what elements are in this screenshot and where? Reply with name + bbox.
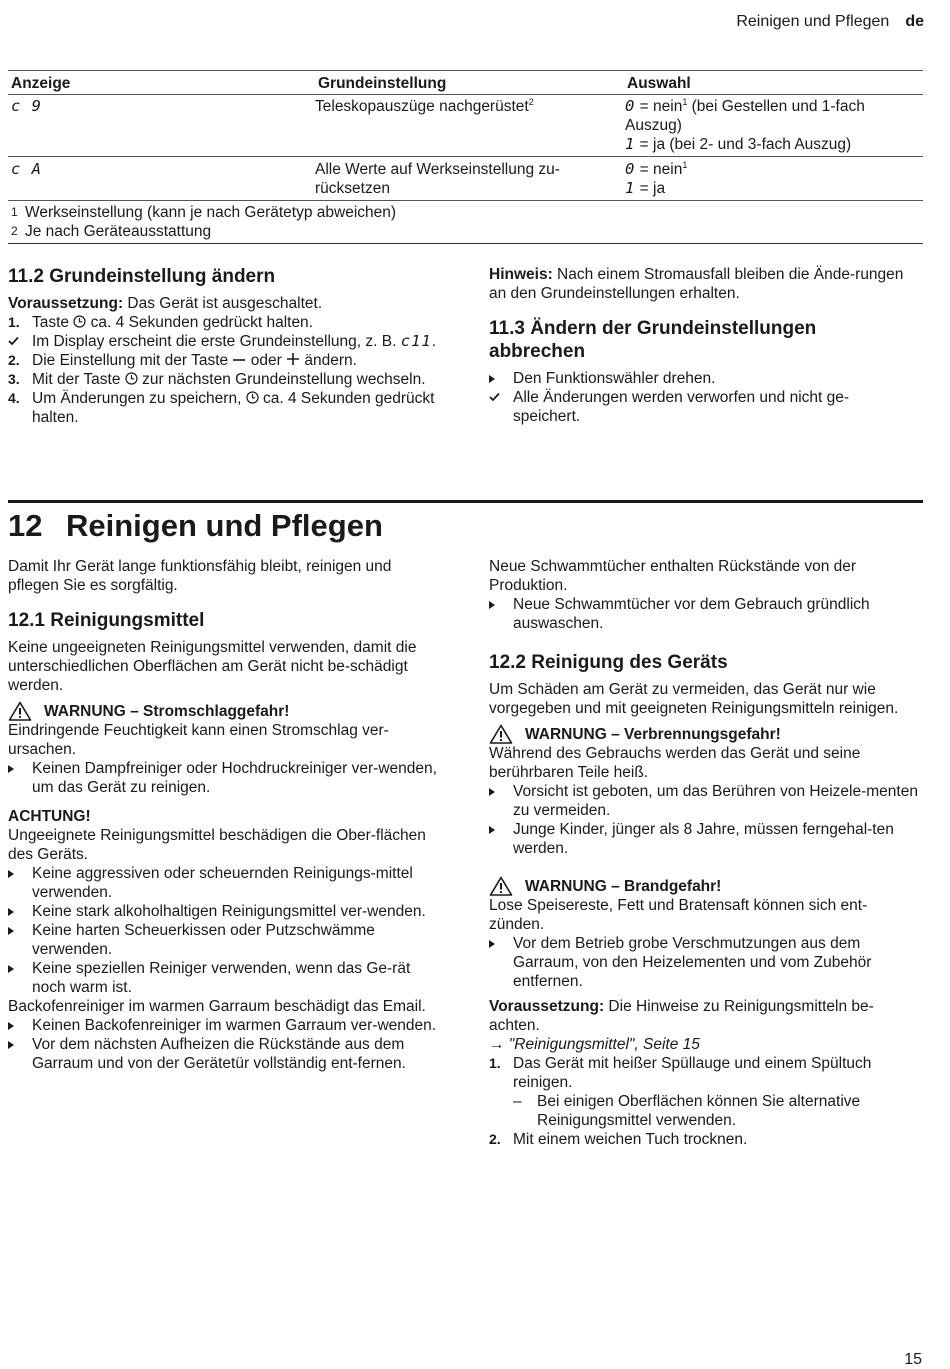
- warning-icon: [8, 701, 32, 721]
- paragraph: Keine ungeeigneten Reinigungsmittel verwenden, damit die unterschiedlichen Oberflächen am Gerät nicht be-schädigt werden.: [8, 639, 417, 694]
- precondition: Voraussetzung: Die Hinweise zu Reinigungsmitteln be-achten.: [489, 998, 874, 1034]
- settings-table: [8, 70, 923, 244]
- chapter-number: 12: [8, 508, 43, 543]
- list-item: Vor dem Betrieb grobe Verschmutzungen aus dem Garraum, von den Heizelementen und vom Zubehör entfernen.: [489, 934, 921, 991]
- table-cell-options: 0 = nein$^1$ 1 = ja: [625, 159, 688, 197]
- running-header: [736, 12, 924, 31]
- chapter-rule: [8, 500, 923, 503]
- list-item: Neue Schwammtücher vor dem Gebrauch gründlich auswaschen.: [489, 595, 921, 633]
- result-item: Alle Änderungen werden verworfen und nicht ge-speichert.: [489, 388, 914, 426]
- paragraph: Während des Gebrauchs werden das Gerät und seine berührbaren Teile heiß.: [489, 745, 861, 781]
- warning-icon: [489, 724, 513, 744]
- section-11-2: [8, 265, 448, 427]
- table-row: [8, 157, 923, 201]
- section-title: 12.2 Reinigung des Geräts: [489, 652, 728, 673]
- triangle-bullet-icon: [489, 375, 495, 383]
- table-cell-options: 0 = nein$^1$ (bei Gestellen und 1-fach Auszug) 1 = ja (bei 2- und 3-fach Auszug): [625, 96, 865, 153]
- paragraph: Um Schäden am Gerät zu vermeiden, das Gerät nur wie vorgegeben und mit geeigneten Reinigungsmitteln reinigen.: [489, 681, 899, 717]
- list-item: Den Funktionswähler drehen.: [489, 369, 914, 388]
- notice-heading: ACHTUNG!: [8, 808, 91, 825]
- chapter-intro: Damit Ihr Gerät lange funktionsfähig bleibt, reinigen und pflegen Sie es sorgfältig.: [8, 558, 392, 594]
- table-header-grundeinstellung: Grundeinstellung: [318, 75, 447, 92]
- clock-icon: [246, 391, 259, 404]
- running-header-chapter: Reinigen und Pflegen: [736, 13, 890, 30]
- table-cell-code: c 9: [11, 97, 42, 115]
- footnote: 1 Werkseinstellung (kann je nach Gerätetyp abweichen): [11, 204, 397, 221]
- left-column-ch12: [8, 557, 443, 1073]
- warning-heading: WARNUNG – Stromschlaggefahr!: [8, 701, 443, 721]
- right-column-ch12: [489, 557, 921, 1149]
- triangle-bullet-icon: [8, 965, 14, 973]
- footnote: 2 Je nach Geräteausstattung: [11, 223, 212, 240]
- clock-icon: [73, 315, 86, 328]
- list-item: Keine aggressiven oder scheuernden Reinigungs-mittel verwenden.: [8, 864, 443, 902]
- chapter-heading: [8, 508, 908, 544]
- list-item: Keinen Backofenreiniger im warmen Garraum ver-wenden.: [8, 1016, 443, 1035]
- check-icon: [8, 336, 19, 346]
- triangle-bullet-icon: [489, 601, 495, 609]
- triangle-bullet-icon: [489, 940, 495, 948]
- chapter-title: Reinigen und Pflegen: [66, 508, 383, 543]
- result-1: Im Display erscheint die erste Grundeinstellung, z. B. c11.: [8, 332, 448, 351]
- table-cell-code: c A: [11, 160, 42, 178]
- table-cell-setting: Teleskopauszüge nachgerüstet$^2$: [315, 96, 534, 115]
- triangle-bullet-icon: [8, 1041, 14, 1049]
- minus-icon: [232, 355, 246, 365]
- step-4: 4. Um Änderungen zu speichern, ca. 4 Sekunden gedrückt halten.: [8, 390, 435, 426]
- table-header-anzeige: Anzeige: [11, 75, 71, 92]
- paragraph: Lose Speisereste, Fett und Bratensaft können sich ent-zünden.: [489, 897, 868, 933]
- paragraph: Backofenreiniger im warmen Garraum beschädigt das Email.: [8, 998, 426, 1015]
- triangle-bullet-icon: [8, 765, 14, 773]
- sub-item: – Bei einigen Oberflächen können Sie alternative Reinigungsmittel verwenden.: [513, 1093, 861, 1129]
- note: Hinweis: Nach einem Stromausfall bleiben die Ände-rungen an den Grundeinstellungen erhalten.: [489, 266, 904, 302]
- cross-reference-link[interactable]: → "Reinigungsmittel", Seite 15: [489, 1036, 700, 1053]
- section-title: 11.2 Grundeinstellung ändern: [8, 266, 276, 287]
- triangle-bullet-icon: [489, 826, 495, 834]
- running-header-lang: de: [905, 13, 924, 30]
- list-item: Junge Kinder, jünger als 8 Jahre, müssen ferngehal-ten werden.: [489, 820, 921, 858]
- list-item: Keine speziellen Reiniger verwenden, wenn das Ge-rät noch warm ist.: [8, 959, 443, 997]
- table-header-row: [8, 71, 923, 95]
- list-item: Vor dem nächsten Aufheizen die Rückstände aus dem Garraum und von der Gerätetür vollständig ent-fernen.: [8, 1035, 443, 1073]
- section-title: 11.3 Ändern der Grundeinstellungen abbrechen: [489, 318, 817, 362]
- triangle-bullet-icon: [8, 870, 14, 878]
- triangle-bullet-icon: [8, 908, 14, 916]
- paragraph: Ungeeignete Reinigungsmittel beschädigen die Ober-flächen des Geräts.: [8, 827, 426, 863]
- paragraph: Neue Schwammtücher enthalten Rückstände von der Produktion.: [489, 558, 857, 594]
- warning-icon: [489, 876, 513, 896]
- step-2: 2. Mit einem weichen Tuch trocknen.: [489, 1131, 748, 1148]
- triangle-bullet-icon: [8, 927, 14, 935]
- precondition: Voraussetzung: Das Gerät ist ausgeschaltet.: [8, 295, 323, 312]
- step-1: 1. Das Gerät mit heißer Spüllauge und einem Spültuch reinigen.: [489, 1055, 872, 1091]
- list-item: Keinen Dampfreiniger oder Hochdruckreiniger ver-wenden, um das Gerät zu reinigen.: [8, 759, 443, 797]
- list-item: Vorsicht ist geboten, um das Berühren von Heizele-menten zu vermeiden.: [489, 782, 921, 820]
- step-2: 2. Die Einstellung mit der Taste oder ändern.: [8, 352, 357, 369]
- triangle-bullet-icon: [489, 788, 495, 796]
- check-icon: [489, 392, 500, 402]
- warning-heading: WARNUNG – Verbrennungsgefahr!: [489, 724, 921, 744]
- clock-icon: [125, 372, 138, 385]
- table-row: [8, 95, 923, 157]
- triangle-bullet-icon: [8, 1022, 14, 1030]
- page-number: 15: [904, 1351, 922, 1368]
- plus-icon: [286, 352, 300, 366]
- right-column-top: [489, 265, 914, 426]
- section-title: 12.1 Reinigungsmittel: [8, 610, 205, 631]
- list-item: Keine harten Scheuerkissen oder Putzschwämme verwenden.: [8, 921, 443, 959]
- table-header-auswahl: Auswahl: [627, 75, 691, 92]
- list-item: Keine stark alkoholhaltigen Reinigungsmittel ver-wenden.: [8, 902, 443, 921]
- warning-heading: WARNUNG – Brandgefahr!: [489, 876, 921, 896]
- step-1: 1. Taste ca. 4 Sekunden gedrückt halten.: [8, 314, 313, 331]
- table-footnotes: [8, 201, 923, 244]
- step-3: 3. Mit der Taste zur nächsten Grundeinstellung wechseln.: [8, 371, 426, 388]
- paragraph: Eindringende Feuchtigkeit kann einen Stromschlag ver-ursachen.: [8, 722, 389, 758]
- table-cell-setting: Alle Werte auf Werkseinstellung zu-rücksetzen: [315, 161, 560, 197]
